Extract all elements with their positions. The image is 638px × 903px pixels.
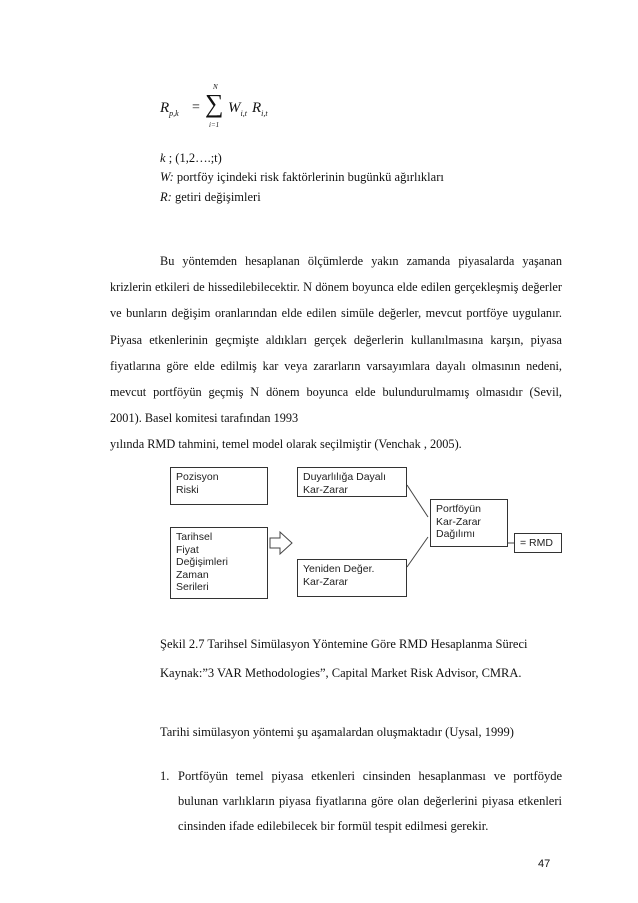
sigma-symbol: ∑: [205, 89, 224, 118]
equation-weight: $W_{i,t}$: [228, 100, 247, 118]
figure-source: Kaynak:”3 VAR Methodologies”, Capital Market Risk Advisor, CMRA.: [160, 666, 522, 680]
equation-return: $R_{i,t}$: [252, 100, 268, 118]
sum-upper-limit: N: [213, 83, 218, 91]
box-rmd: = RMD: [514, 533, 562, 553]
figure-caption: Şekil 2.7 Tarihsel Simülasyon Yöntemine Göre RMD Hesaplanma Süreci: [160, 637, 528, 651]
arrow-down-to-yeniden: [407, 537, 428, 567]
box-duyarlilik-kar-zarar: Duyarlılığa Dayalı Kar-Zarar: [297, 467, 407, 497]
list-item: [160, 764, 562, 839]
equation-lhs: $R_{p,k}$: [160, 100, 179, 118]
intro-line: Tarihi simülasyon yöntemi şu aşamalardan oluşmaktadır (Uysal, 1999): [160, 725, 514, 739]
arrow-center-right: [270, 532, 292, 554]
list-text: Portföyün temel piyasa etkenleri cinsinden hesaplanması ve portföyde bulunan varlıkların piyasa fiyatlarına göre olan değerlerini piyasa etkenleri cinsinden ifade edilebilecek bir formül tespit edilmesi gerekir.: [178, 769, 562, 833]
arrow-up-to-duyarlilik: [407, 485, 428, 517]
box-yeniden-deger: Yeniden Değer. Kar-Zarar: [297, 559, 407, 597]
equation: [160, 83, 360, 138]
box-pozisyon-riski: Pozisyon Riski: [170, 467, 268, 505]
sum-lower-limit: i=1: [209, 121, 220, 129]
page-number: 47: [538, 858, 551, 870]
definition-r: R: getiri değişimleri: [160, 190, 261, 204]
definition-w: W: portföy içindeki risk faktörlerinin bugünkü ağırlıkları: [160, 170, 444, 184]
paragraph-last-line: yılında RMD tahmini, temel model olarak seçilmiştir (Venchak , 2005).: [110, 437, 462, 452]
diagram-connectors: [160, 455, 562, 610]
flow-diagram: [160, 455, 553, 610]
box-tarihsel-fiyat: Tarihsel Fiyat Değişimleri Zaman Serileri: [170, 527, 268, 599]
body-paragraph: Bu yöntemden hesaplanan ölçümlerde yakın zamanda piyasalarda yaşanan krizlerin etkileri de hissedilebilecektir. N dönem boyunca elde edilen gerçekleşmiş değerler ve bunların değişim oranlarından elde edilen simüle değerler, mevcut portföye uygulanır. Piyasa etkenlerinin geçmişte aldıkları gerçek değerlerin kullanılmasına karşın, piyasa fiyatlarına göre elde edilmiş kar veya zararların varsayımlara dayalı olmasının nedeni, mevcut portföyün geçmiş N dönem boyunca elde bulundurulmamış olmasıdır (Sevil, 2001). Basel komitesi tarafından 1993 yılında RMD tahmini, temel model olarak seçilmiştir (Venchak , 2005).: [110, 248, 562, 458]
box-portfoy-dagilimi: Portföyün Kar-Zarar Dağılımı: [430, 499, 508, 547]
definition-k: k ; (1,2….;t): [160, 151, 222, 165]
list-number: 1.: [160, 769, 170, 783]
equation-equals: =: [192, 100, 200, 115]
